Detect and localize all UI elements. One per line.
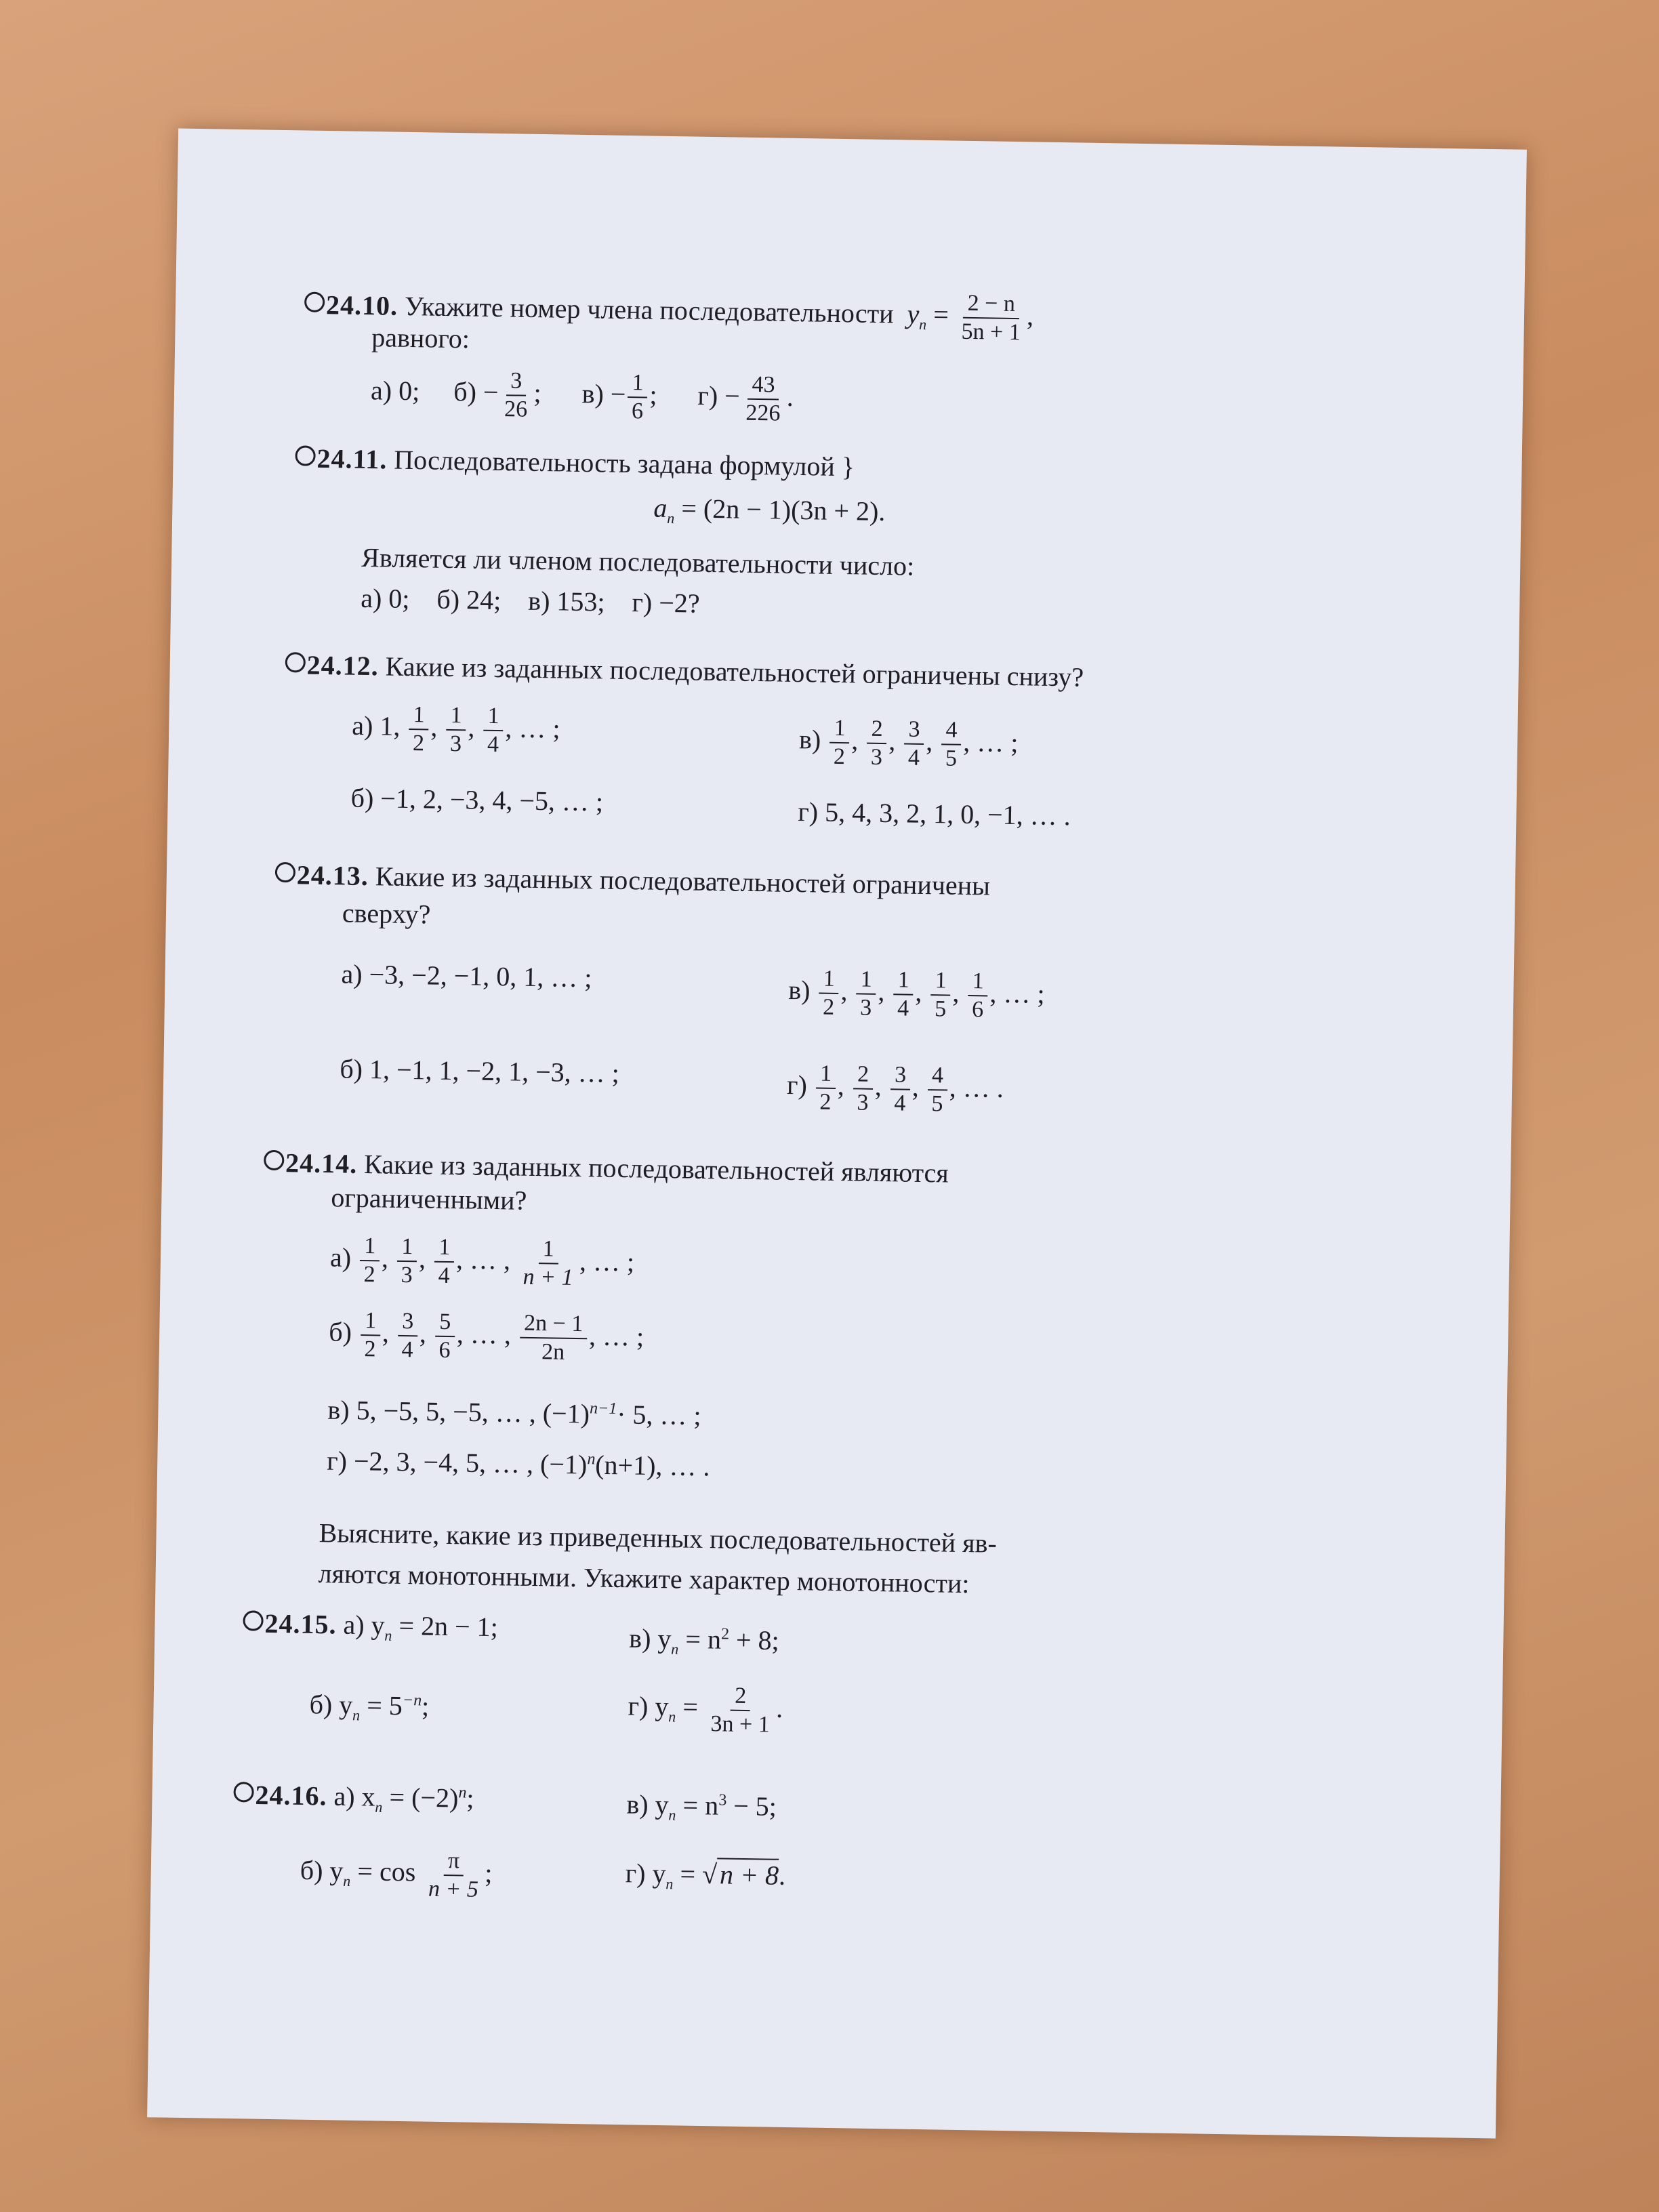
numerator: 3: [904, 716, 924, 744]
denominator: 2: [364, 1336, 376, 1362]
fraction: [853, 1061, 873, 1116]
problem-number: 24.12.: [306, 649, 380, 682]
fraction: [396, 1233, 417, 1289]
fraction: [360, 1307, 380, 1363]
option-g: г) −2, 3, −4, 5, … , (−1): [326, 1445, 588, 1480]
fraction: [397, 1308, 417, 1364]
problem-text: равного:: [371, 322, 470, 354]
fraction: [446, 702, 466, 758]
numerator: 2: [867, 716, 887, 744]
problem-text: Какие из заданных последовательностей ограничены: [375, 861, 991, 901]
fraction: [500, 367, 532, 424]
option-b: б) y: [300, 1854, 344, 1886]
denominator: 5: [934, 996, 947, 1022]
fraction: [359, 1233, 380, 1288]
problem-text: Какие из заданных последовательностей ограничены снизу?: [385, 651, 1084, 693]
circle-marker-icon: [233, 1782, 253, 1802]
option-g: г) y: [628, 1690, 669, 1722]
numerator: 43: [747, 371, 779, 401]
denominator: 4: [897, 996, 909, 1021]
denominator: n + 5: [428, 1876, 479, 1902]
punct: (n+1), … .: [594, 1449, 710, 1482]
problem-24-13-cont: [342, 897, 431, 930]
instruction-line-2: [318, 1557, 970, 1600]
punct: , … .: [949, 1071, 1004, 1104]
numerator: 3: [398, 1308, 418, 1336]
fraction: [867, 716, 887, 771]
option-a: а) 0;: [370, 375, 420, 407]
option-a: а) −3, −2, −1, 0, 1, … ;: [341, 958, 592, 994]
fraction: [706, 1682, 774, 1739]
denominator: 4: [907, 745, 920, 771]
option-a: а) x: [333, 1780, 375, 1812]
numerator: 2: [853, 1061, 874, 1089]
subscript: n: [671, 1640, 679, 1658]
fraction: [409, 701, 429, 757]
numerator: 4: [941, 716, 962, 745]
numerator: 1: [819, 966, 839, 994]
problem-text: Является ли членом последовательности число:: [361, 541, 915, 581]
fraction: [815, 1061, 836, 1116]
option-g: г) −: [697, 380, 741, 411]
punct: , … ,: [455, 1244, 511, 1275]
subscript: n: [665, 1875, 674, 1893]
numerator: 1: [538, 1235, 558, 1264]
numerator: 1: [628, 369, 648, 398]
numerator: 1: [361, 1307, 381, 1336]
option-a: а): [329, 1242, 352, 1273]
numerator: 1: [446, 702, 466, 731]
problem-24-10-options: [370, 365, 794, 428]
formula-var: y: [907, 298, 920, 329]
problem-number: 24.10.: [325, 289, 398, 321]
option-b: б): [328, 1316, 352, 1347]
option-g: г) 5, 4, 3, 2, 1, 0, −1, … .: [798, 796, 1071, 832]
fraction: [957, 290, 1025, 347]
numerator: 1: [968, 968, 988, 996]
numerator: 2: [731, 1683, 751, 1711]
punct: ;: [649, 379, 657, 410]
exponent: 2: [720, 1625, 730, 1643]
problem-text: ограниченными?: [331, 1182, 527, 1216]
fraction: [424, 1847, 483, 1904]
problem-number: 24.11.: [316, 443, 388, 475]
option-a: а) y: [343, 1609, 385, 1641]
option-a: а) 1,: [352, 710, 401, 741]
punct: , … ;: [588, 1320, 644, 1352]
formula-var: a: [653, 492, 668, 523]
formula: = n: [676, 1789, 719, 1821]
fraction: [434, 1234, 454, 1290]
problem-24-10-cont: [371, 321, 470, 355]
punct: .: [775, 1692, 783, 1724]
problem-24-15-a: [243, 1607, 498, 1654]
formula: = cos: [350, 1856, 416, 1887]
punct: .: [778, 1860, 786, 1891]
problem-number: 24.15.: [264, 1607, 337, 1640]
denominator: 4: [438, 1263, 450, 1289]
numerator: 1: [397, 1233, 417, 1262]
formula: ;: [466, 1782, 474, 1814]
subscript: n: [375, 1798, 383, 1816]
punct: · 5, … ;: [616, 1399, 701, 1431]
numerator: 1: [434, 1234, 455, 1263]
numerator: 3: [890, 1061, 911, 1090]
circle-marker-icon: [304, 292, 325, 312]
denominator: 6: [438, 1337, 451, 1364]
problem-24-14-g: [327, 1439, 710, 1483]
circle-marker-icon: [275, 862, 295, 882]
fraction: [434, 1309, 455, 1364]
problem-24-13-b: [340, 1052, 619, 1089]
problem-list: [255, 266, 1430, 1902]
denominator: 2n: [541, 1339, 565, 1365]
fraction: [890, 1061, 910, 1117]
punct: , … ;: [579, 1246, 635, 1277]
problem-number: 24.13.: [296, 859, 369, 892]
formula: = (2n − 1)(3n + 2).: [681, 493, 886, 527]
fraction: [904, 716, 924, 771]
numerator: 1: [816, 1061, 836, 1089]
problem-24-12-g: [798, 796, 1071, 832]
radicand: n + 8: [717, 1858, 779, 1890]
denominator: 2: [819, 1089, 832, 1115]
numerator: 1: [360, 1233, 380, 1261]
subscript: n: [668, 1708, 676, 1725]
formula: = 2n − 1;: [392, 1610, 499, 1643]
problem-24-16-a: [233, 1773, 474, 1825]
fraction: [741, 371, 785, 428]
numerator: π: [444, 1847, 464, 1876]
denominator: 2: [363, 1262, 376, 1288]
formula: =: [676, 1691, 699, 1723]
fraction: [941, 716, 962, 772]
circle-marker-icon: [285, 652, 306, 672]
denominator: 4: [487, 731, 499, 758]
denominator: 26: [504, 396, 528, 422]
instruction-line-1: [319, 1517, 997, 1560]
fraction: [819, 966, 839, 1021]
option-v: в) y: [626, 1788, 669, 1820]
fraction: [968, 968, 988, 1023]
punct: , … ;: [505, 712, 560, 744]
formula: + 8;: [729, 1624, 780, 1656]
subscript: n: [668, 1806, 676, 1824]
subscript: n: [343, 1872, 351, 1890]
formula: − 5;: [726, 1790, 777, 1822]
denominator: 3: [870, 744, 883, 770]
punct: ;: [484, 1858, 493, 1889]
problem-24-15-v: [629, 1616, 780, 1667]
numerator: 5: [435, 1309, 455, 1337]
option-v: в) −: [581, 378, 626, 410]
denominator: 3: [859, 995, 872, 1021]
formula: = n: [678, 1623, 722, 1655]
denominator: 3: [401, 1262, 413, 1288]
option-b: б) y: [309, 1689, 353, 1721]
denominator: 5: [945, 745, 958, 771]
option-b: б) −: [453, 376, 499, 408]
denominator: 5: [931, 1091, 943, 1117]
problem-24-13: [275, 859, 991, 903]
formula-sub: n: [667, 509, 675, 527]
circle-marker-icon: [243, 1610, 263, 1631]
problem-24-16-v: [626, 1782, 777, 1833]
option-b: б) −1, 2, −3, 4, −5, … ;: [350, 782, 604, 817]
equals-sign: =: [933, 299, 949, 330]
numerator: 3: [506, 367, 527, 396]
punct: , … ;: [989, 977, 1045, 1009]
fraction: [483, 703, 504, 758]
option-v: в): [798, 724, 821, 755]
exponent: n−1: [589, 1399, 617, 1418]
exponent: n: [587, 1450, 596, 1469]
denominator: 3n + 1: [710, 1711, 771, 1738]
problem-24-14-b: б) $\frac{1}{2}$ , $\frac{3}{4}$ , $\frac{5}{6}$ , … , $\frac{2n - 1}{2n}$ , … ;: [329, 1307, 644, 1367]
option-v: в) y: [628, 1622, 672, 1654]
denominator: n + 1: [523, 1264, 573, 1290]
problem-24-13-v: в) $\frac{1}{2}$ , $\frac{1}{3}$ , $\frac{1}{4}$ , $\frac{1}{5}$ , $\frac{1}{6}$ , … ;: [788, 965, 1046, 1025]
problem-number: 24.16.: [255, 1779, 327, 1811]
problem-24-11-formula: [653, 492, 886, 538]
option-g: г) y: [625, 1858, 666, 1889]
problem-24-16-b: [300, 1845, 493, 1904]
numerator: 1: [409, 701, 429, 730]
denominator: 3: [449, 731, 462, 757]
formula: ;: [421, 1690, 430, 1721]
option-v: в) 5, −5, 5, −5, … , (−1): [327, 1394, 590, 1429]
problem-24-13-a: [341, 958, 592, 994]
instruction-text: Выясните, какие из приведенных последовательностей яв-: [319, 1517, 998, 1559]
fraction: [628, 369, 648, 425]
denominator: 5n + 1: [961, 319, 1021, 346]
options: а) 0; б) 24; в) 153; г) −2?: [360, 582, 700, 619]
formula: = (−2): [382, 1781, 459, 1814]
paper-sheet: [147, 129, 1527, 2139]
option-v: в): [787, 975, 811, 1006]
denominator: 226: [745, 400, 781, 426]
subscript: n: [352, 1706, 361, 1724]
problem-24-12: [285, 649, 1084, 694]
denominator: 2: [412, 731, 425, 756]
denominator: 4: [894, 1090, 906, 1116]
problem-24-14-a: а) $\frac{1}{2}$ , $\frac{1}{3}$ , $\frac{1}{4}$ , … , $\frac{1}{n + 1}$ , … ;: [329, 1232, 634, 1292]
numerator: 1: [930, 967, 951, 996]
denominator: 2: [833, 743, 846, 770]
numerator: 1: [893, 966, 914, 995]
problem-text: Какие из заданных последовательностей являются: [363, 1149, 949, 1189]
circle-marker-icon: [264, 1150, 284, 1170]
denominator: 3: [857, 1090, 869, 1115]
denominator: 2: [822, 994, 835, 1020]
numerator: 4: [928, 1062, 948, 1090]
problem-24-11-options: [361, 582, 700, 620]
punct: ,: [1026, 300, 1034, 331]
option-g: г): [786, 1069, 808, 1101]
subscript: n: [384, 1626, 392, 1644]
problem-24-14-v: [327, 1388, 701, 1432]
problem-24-14-cont: [331, 1181, 527, 1217]
fraction: [930, 967, 951, 1023]
punct: ;: [533, 377, 542, 409]
fraction: [830, 715, 850, 771]
fraction: [518, 1235, 577, 1292]
circle-marker-icon: [295, 445, 315, 466]
problem-24-16-g: [625, 1857, 785, 1902]
problem-text: Укажите номер члена последовательности: [404, 291, 894, 329]
punct: , … ;: [962, 726, 1019, 758]
numerator: 1: [483, 703, 504, 731]
option-b: б) 1, −1, 1, −2, 1, −3, … ;: [340, 1053, 620, 1088]
instruction-text: ляются монотонными. Укажите характер монотонности:: [318, 1558, 970, 1599]
problem-number: 24.14.: [285, 1147, 358, 1179]
punct: , … ,: [456, 1318, 512, 1350]
problem-text: сверху?: [342, 897, 431, 930]
problem-24-12-a: а) 1, $\frac{1}{2}$ , $\frac{1}{3}$ , $\frac{1}{4}$ , … ;: [352, 701, 560, 760]
fraction: [856, 966, 876, 1021]
formula-sub: n: [918, 315, 927, 333]
numerator: 1: [830, 715, 850, 743]
fraction: [519, 1310, 587, 1367]
problem-24-12-b: [350, 782, 603, 819]
problem-text: Последовательность задана формулой: [393, 444, 836, 482]
fraction: [893, 966, 914, 1022]
numerator: 1: [856, 966, 876, 994]
exponent: −n: [402, 1692, 422, 1710]
denominator: 4: [401, 1336, 413, 1363]
problem-24-11: 24.11. Последовательность задана формулой }: [295, 442, 855, 483]
problem-24-15-g: [628, 1681, 783, 1739]
formula: = √: [673, 1858, 718, 1890]
fraction: [927, 1062, 947, 1118]
problem-24-12-v: в) $\frac{1}{2}$ , $\frac{2}{3}$ , $\frac{3}{4}$ , $\frac{4}{5}$ , … ;: [798, 714, 1019, 773]
numerator: 2 − n: [963, 290, 1019, 319]
exponent: 3: [718, 1791, 727, 1809]
problem-24-15-b: [309, 1683, 430, 1733]
punct: .: [786, 381, 794, 413]
denominator: 6: [971, 997, 984, 1023]
denominator: 6: [631, 398, 644, 424]
numerator: 2n − 1: [520, 1310, 588, 1340]
exponent: n: [458, 1784, 467, 1802]
problem-24-13-g: г) $\frac{1}{2}$ , $\frac{2}{3}$ , $\frac{3}{4}$ , $\frac{4}{5}$ , … .: [786, 1060, 1004, 1119]
problem-24-11-question: [361, 541, 915, 583]
formula: = 5: [359, 1689, 403, 1721]
